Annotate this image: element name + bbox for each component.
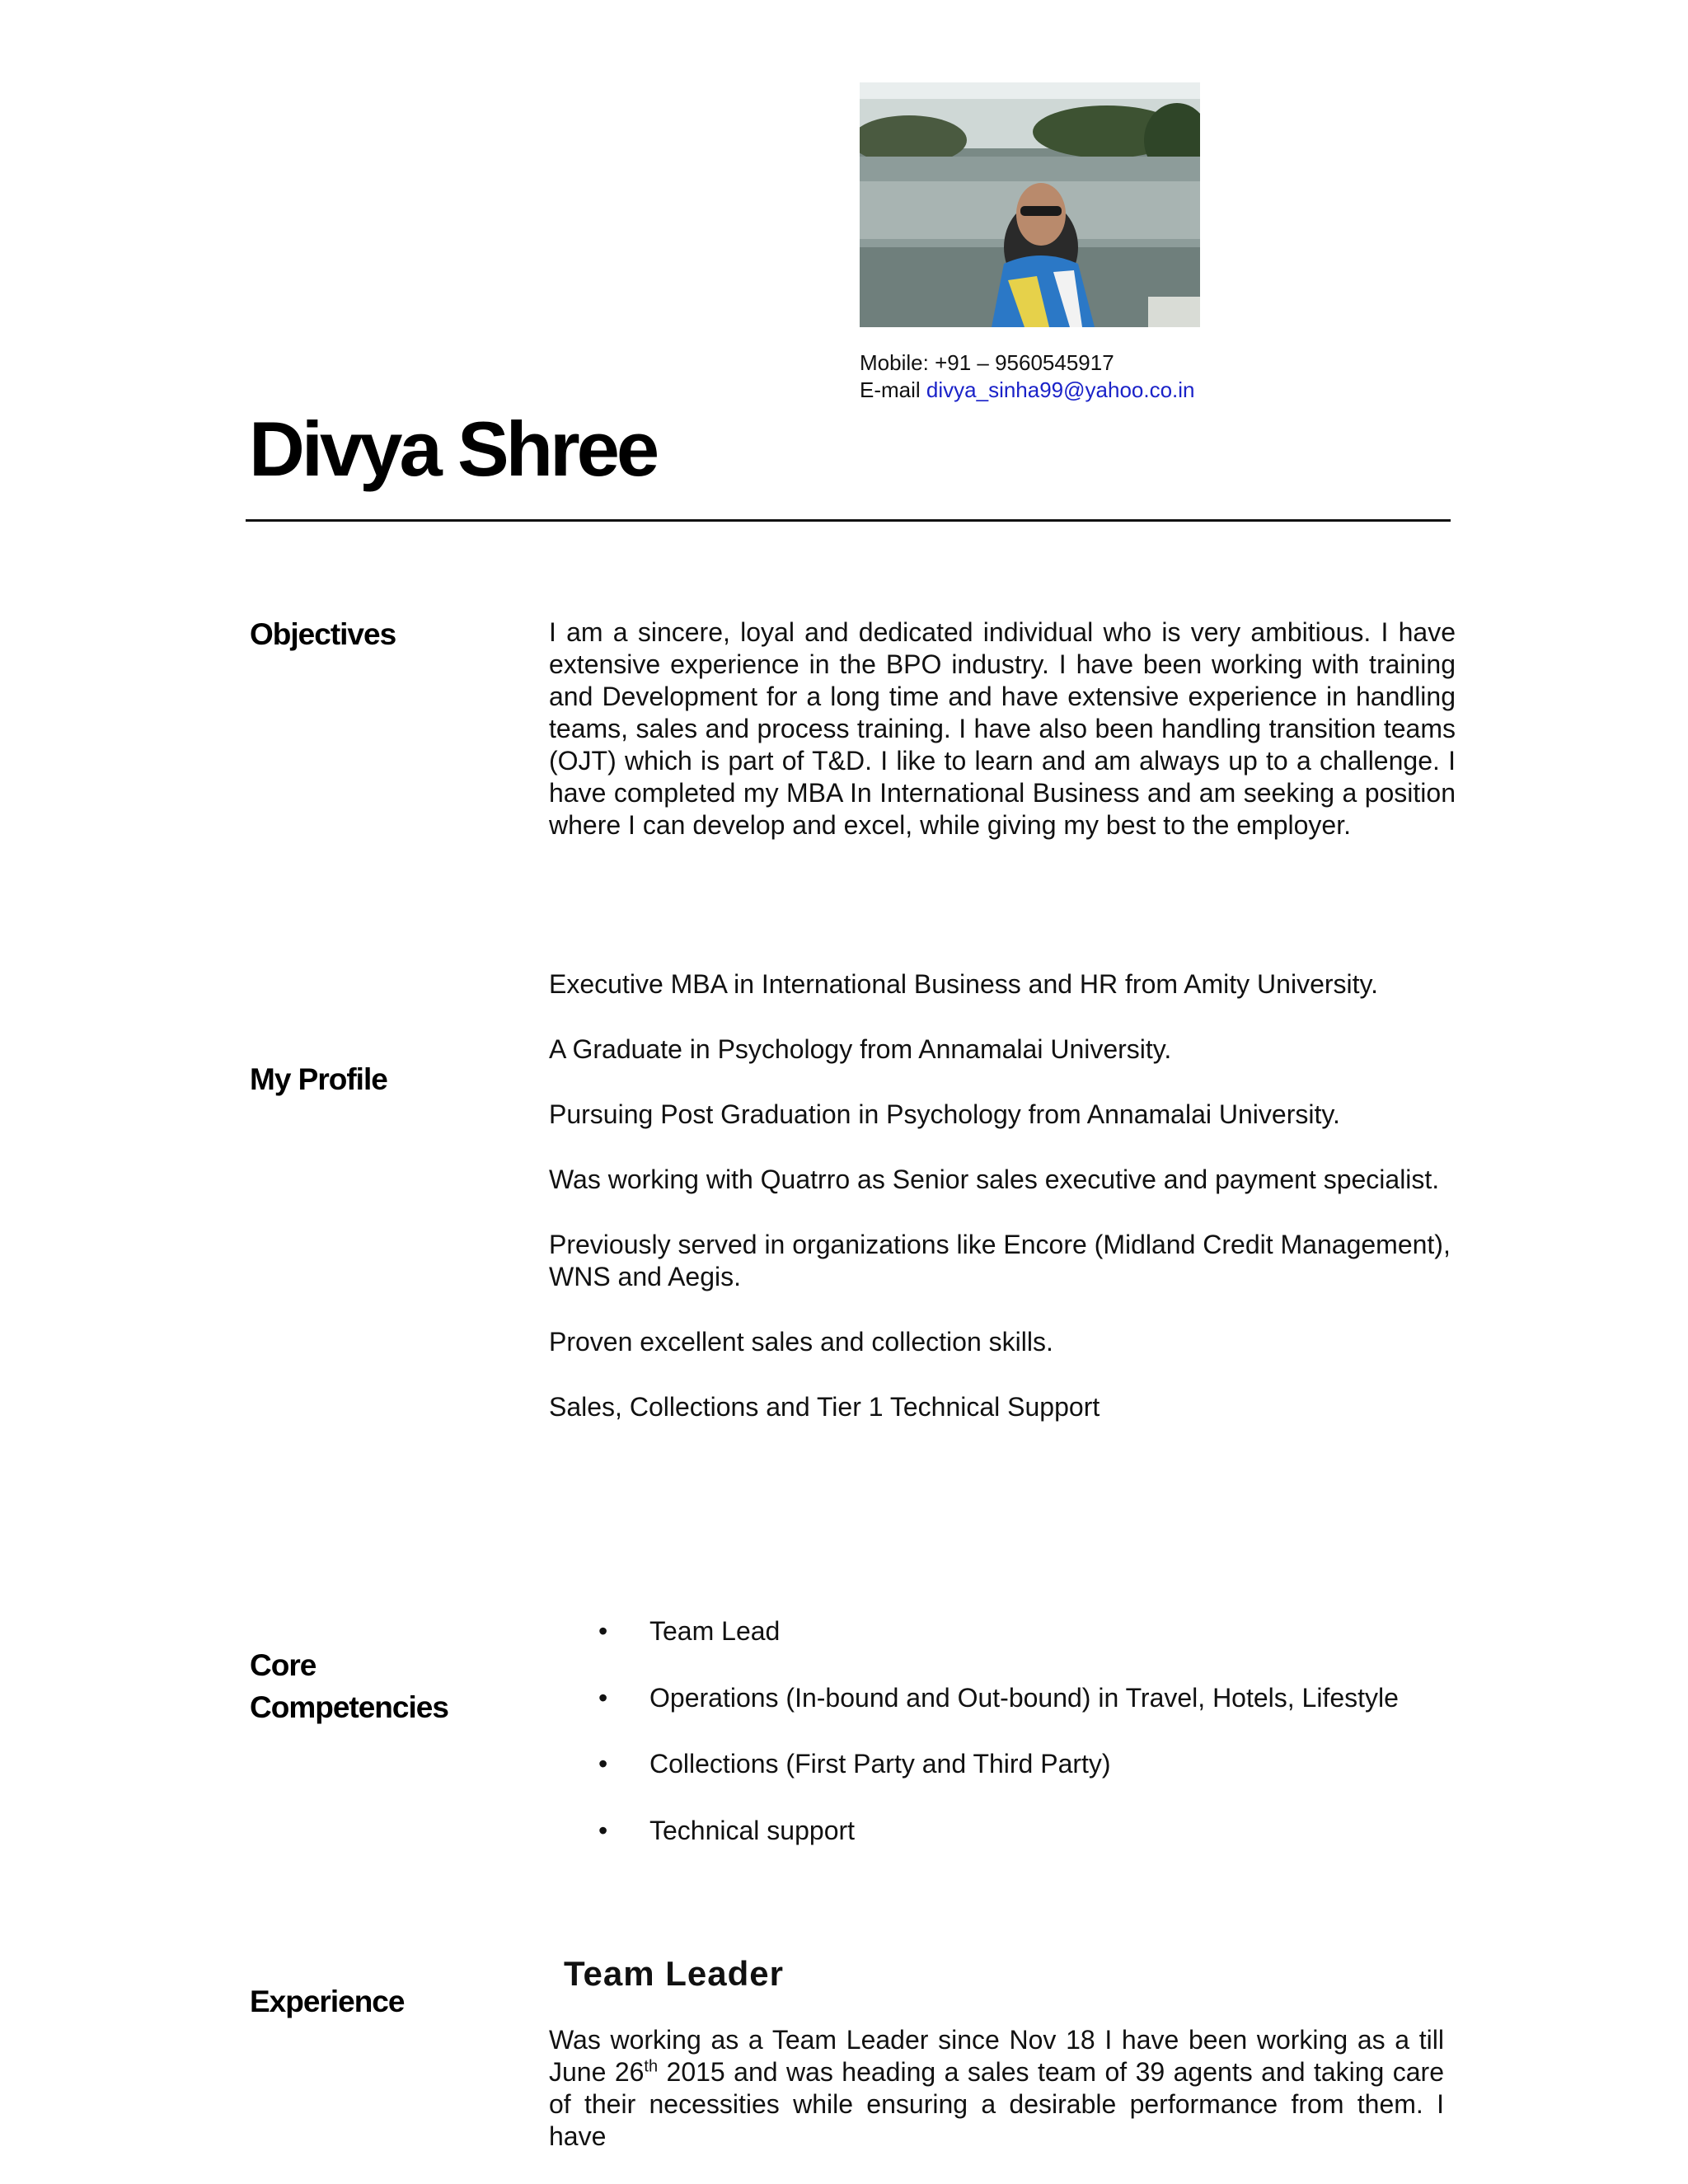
competency-item xyxy=(549,1615,1480,1647)
candidate-name: Divya Shree xyxy=(249,405,657,492)
profile-item: Proven excellent sales and collection skills. xyxy=(549,1327,1053,1357)
profile-photo xyxy=(860,82,1200,327)
email-line xyxy=(860,377,1195,404)
competency-item xyxy=(549,1682,1480,1714)
objectives-heading: Objectives xyxy=(250,617,396,651)
competencies-heading xyxy=(250,1644,448,1728)
profile-item: Pursuing Post Graduation in Psychology from Annamalai University. xyxy=(549,1099,1340,1129)
photo-image xyxy=(860,82,1200,327)
bullet-icon: • xyxy=(598,1749,608,1779)
experience-description xyxy=(549,2024,1444,2153)
competency-item xyxy=(549,1748,1480,1780)
competencies-heading-line1: Core xyxy=(250,1648,316,1682)
competency-text: Collections (First Party and Third Party) xyxy=(649,1749,1111,1779)
email-label: E-mail xyxy=(860,377,921,402)
experience-heading: Experience xyxy=(250,1985,405,2018)
profile-heading: My Profile xyxy=(250,1062,387,1096)
experience-role-title: Team Leader xyxy=(564,1954,784,1993)
profile-item: Previously served in organizations like Encore (Midland Credit Management), WNS and Aegis. xyxy=(549,1230,1451,1291)
bullet-icon: • xyxy=(598,1815,608,1845)
header-divider xyxy=(246,519,1451,522)
experience-text-sup: th xyxy=(644,2057,659,2076)
profile-item: Was working with Quatrro as Senior sales executive and payment specialist. xyxy=(549,1165,1440,1194)
bullet-icon: • xyxy=(598,1616,608,1646)
mobile-line xyxy=(860,349,1195,377)
competencies-list xyxy=(549,1615,1480,1881)
mobile-label: Mobile: xyxy=(860,350,929,375)
contact-block xyxy=(860,349,1195,404)
profile-item: Sales, Collections and Tier 1 Technical Support xyxy=(549,1392,1100,1422)
bullet-icon: • xyxy=(598,1682,608,1713)
profile-item: A Graduate in Psychology from Annamalai University. xyxy=(549,1034,1172,1064)
objectives-paragraph: I am a sincere, loyal and dedicated individual who is very ambitious. I have extensive experience in the BPO industry. I have been working with training and Development for a long time and have extensive experience in handling teams, sales and process training. I have also been handling transition teams (OJT) which is part of T&D. I like to learn and am always up to a challenge. I have completed my MBA In International Business and am seeking a position where I can develop and excel, while giving my best to the employer. xyxy=(549,617,1456,840)
profile-list xyxy=(549,968,1456,1456)
email-link[interactable]: divya_sinha99@yahoo.co.in xyxy=(926,377,1195,402)
objectives-text xyxy=(549,616,1456,841)
mobile-value: +91 – 9560545917 xyxy=(935,350,1114,375)
profile-item: Executive MBA in International Business and HR from Amity University. xyxy=(549,969,1379,999)
competencies-heading-line2: Competencies xyxy=(250,1690,448,1724)
experience-text-part2: 2015 and was heading a sales team of 39 agents and taking care of their necessities while ensuring a desirable performance from them. I have xyxy=(549,2057,1445,2151)
competency-item xyxy=(549,1815,1480,1847)
competency-text: Technical support xyxy=(649,1815,856,1845)
experience-text-part1: Was working as a Team Leader since Nov 18 I have been working as a till June 26 xyxy=(549,2025,1444,2087)
competency-text: Team Lead xyxy=(649,1616,781,1646)
competency-text: Operations (In-bound and Out-bound) in Travel, Hotels, Lifestyle xyxy=(649,1682,1399,1713)
